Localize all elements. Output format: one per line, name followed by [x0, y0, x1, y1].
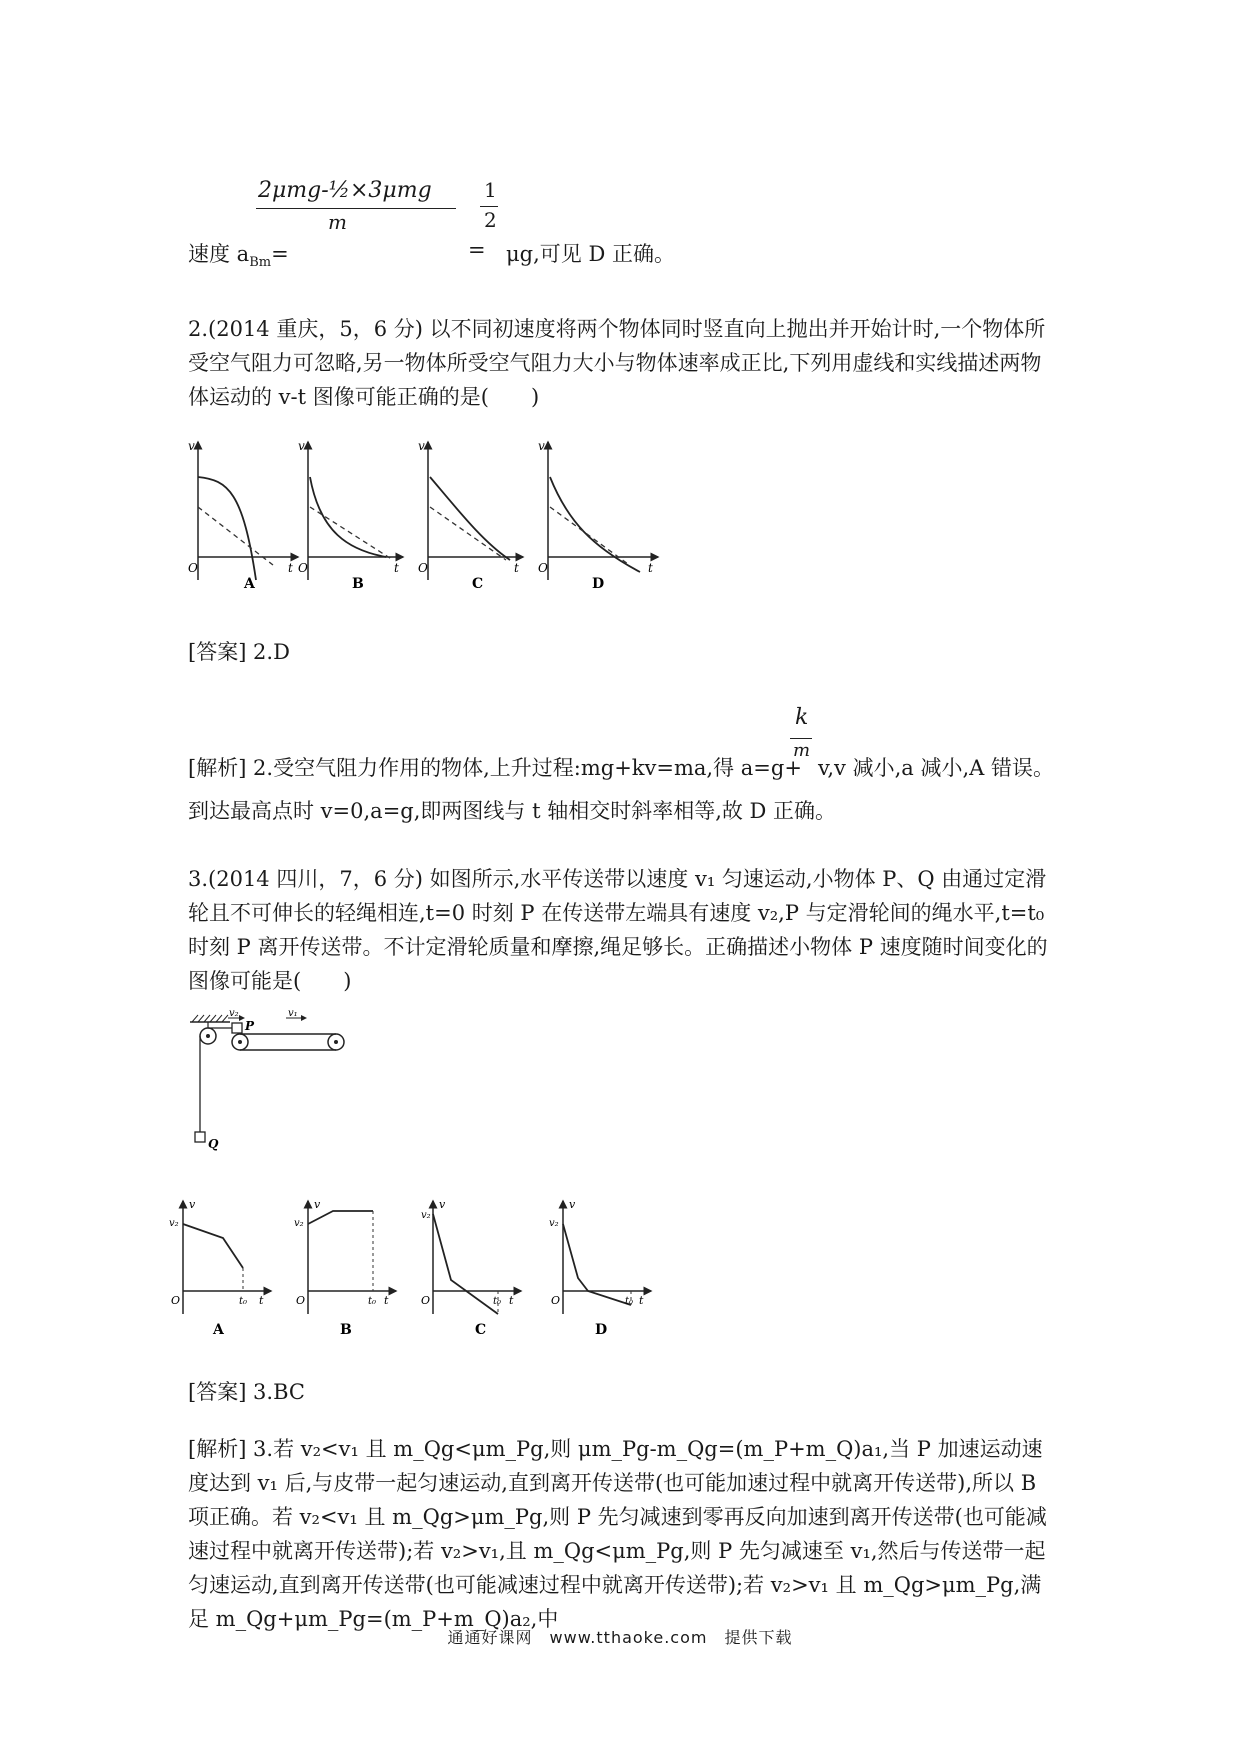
- q1-eq2: =: [468, 238, 486, 262]
- q2-analysis-2: 到达最高点时 v=0,a=g,即两图线与 t 轴相交时斜率相等,故 D 正确。: [188, 799, 837, 823]
- q2-label-b: B: [352, 576, 364, 592]
- formula-numerator: 2μmg-½×3μmg: [258, 178, 432, 203]
- frac-m: m: [793, 740, 811, 761]
- axis-t0: t₀: [493, 1296, 502, 1307]
- q3-label-c: C: [475, 1322, 487, 1338]
- q1-prefix: 速度 a: [188, 242, 250, 266]
- axis-t: t: [384, 1294, 389, 1307]
- half-bar: [480, 206, 498, 207]
- label-q: Q: [208, 1137, 219, 1151]
- axis-v: v: [418, 439, 425, 453]
- axis-v: v: [298, 439, 305, 453]
- q1-result-line: [188, 238, 289, 270]
- q2-graph-c: [418, 439, 523, 592]
- q2-stem: 2.(2014 重庆，5，6 分) 以不同初速度将两个物体同时竖直向上抛出并开始计时,一个物体所受空气阻力可忽略,另一物体所受空气阻力大小与物体速率成正比,下列用虚线和实线描述两物体运动的 v-t 图像可能正确的是( ): [188, 317, 1046, 409]
- q1-suffix: μg,可见 D 正确。: [506, 242, 675, 266]
- q2-analysis-1b: v,v 减小,a 减小,A 错误。: [818, 756, 1054, 780]
- q3-label-b: B: [340, 1322, 352, 1338]
- label-v2: v₂: [229, 1010, 239, 1019]
- axis-t: t: [648, 561, 653, 575]
- axis-t0: t₀: [625, 1296, 634, 1307]
- axis-v: v: [439, 1198, 446, 1211]
- label-v1: v₁: [288, 1010, 298, 1019]
- q3-label-a: A: [213, 1322, 224, 1338]
- axis-t: t: [509, 1294, 514, 1307]
- q2-graph-a: [188, 439, 298, 592]
- axis-o: O: [188, 561, 198, 575]
- frac-k: k: [795, 705, 809, 730]
- q3-graph-b: [294, 1198, 396, 1338]
- axis-o: O: [551, 1294, 561, 1307]
- q3-graphs: [168, 1196, 688, 1346]
- q2-analysis-1a: [解析] 2.受空气阻力作用的物体,上升过程:mg+kv=ma,得 a=g+: [188, 756, 802, 780]
- axis-o: O: [296, 1294, 306, 1307]
- fraction-bar: [256, 208, 456, 209]
- q2-graphs: [188, 432, 688, 592]
- q3-graph-a: [169, 1198, 271, 1338]
- q2-label-d: D: [592, 576, 605, 592]
- q2-graph-b: [298, 439, 403, 592]
- half-numerator: 1: [484, 178, 497, 202]
- block-q: [195, 1132, 205, 1142]
- label-p: P: [245, 1019, 255, 1033]
- axis-v: v: [314, 1198, 321, 1211]
- q3-graph-c: [421, 1198, 521, 1338]
- frac-bar-km: [790, 738, 812, 739]
- axis-t: t: [394, 561, 399, 575]
- q2-graph-d: [538, 439, 658, 592]
- axis-t: t: [639, 1294, 644, 1307]
- block-p: [232, 1023, 242, 1033]
- axis-o: O: [298, 561, 308, 575]
- axis-t0: t₀: [368, 1296, 377, 1307]
- axis-o: O: [421, 1294, 431, 1307]
- axis-t: t: [259, 1294, 264, 1307]
- q2-answer: [答案] 2.D: [188, 640, 290, 664]
- axis-v2: v₂: [421, 1210, 431, 1221]
- axis-t0: t₀: [239, 1296, 248, 1307]
- axis-v2: v₂: [549, 1218, 559, 1229]
- q3-stem: 3.(2014 四川，7，6 分) 如图所示,水平传送带以速度 v₁ 匀速运动,小物体 P、Q 由通过定滑轮且不可伸长的轻绳相连,t=0 时刻 P 在传送带左端具有速度 v₂,P 与定滑轮间的绳水平,t=t₀ 时刻 P 离开传送带。不计定滑轮质量和摩擦,绳足够长。正确描述小物体 P 速度随时间变化的图像可能是( ): [188, 867, 1048, 993]
- q3-graph-d: [549, 1198, 651, 1338]
- axis-t: t: [514, 561, 519, 575]
- axis-v2: v₂: [294, 1218, 304, 1229]
- q2-label-c: C: [472, 576, 484, 592]
- axis-v: v: [569, 1198, 576, 1211]
- formula-denominator: m: [328, 210, 347, 234]
- half-denominator: 2: [484, 208, 497, 232]
- axis-t: t: [288, 561, 293, 575]
- q3-label-d: D: [595, 1322, 608, 1338]
- axis-v2: v₂: [169, 1218, 179, 1229]
- axis-v: v: [189, 1198, 196, 1211]
- q1-prefix-sub: Bm: [249, 255, 272, 271]
- axis-v: v: [538, 439, 545, 453]
- axis-o: O: [418, 561, 428, 575]
- q3-answer: [答案] 3.BC: [188, 1380, 305, 1404]
- axis-v: v: [188, 439, 195, 453]
- page-footer: 通通好课网 www.tthaoke.com 提供下载: [447, 1628, 793, 1647]
- q3-setup-diagram: [188, 1010, 368, 1160]
- axis-o: O: [538, 561, 548, 575]
- axis-o: O: [171, 1294, 181, 1307]
- q3-analysis: [解析] 3.若 v₂<v₁ 且 m_Qg<μm_Pg,则 μm_Pg-m_Qg=(m_P+m_Q)a₁,当 P 加速运动速度达到 v₁ 后,与皮带一起匀速运动,直到离开传送带(也可能加速过程中就离开传送带),所以 B 项正确。若 v₂<v₁ 且 m_Qg>μm_Pg,则 P 先匀减速到零再反向加速到离开传送带(也可能减速过程中就离开传送带);若 v₂>v₁,且 m_Qg<μm_Pg,则 P 先匀减速至 v₁,然后与传送带一起匀速运动,直到离开传送带(也可能减速过程中就离开传送带);若 v₂>v₁ 且 m_Qg>μm_Pg,满足 m_Qg+μm_Pg=(m_P+m_Q)a₂,中: [188, 1437, 1047, 1631]
- q2-label-a: A: [244, 576, 255, 592]
- q1-eq: =: [271, 242, 289, 266]
